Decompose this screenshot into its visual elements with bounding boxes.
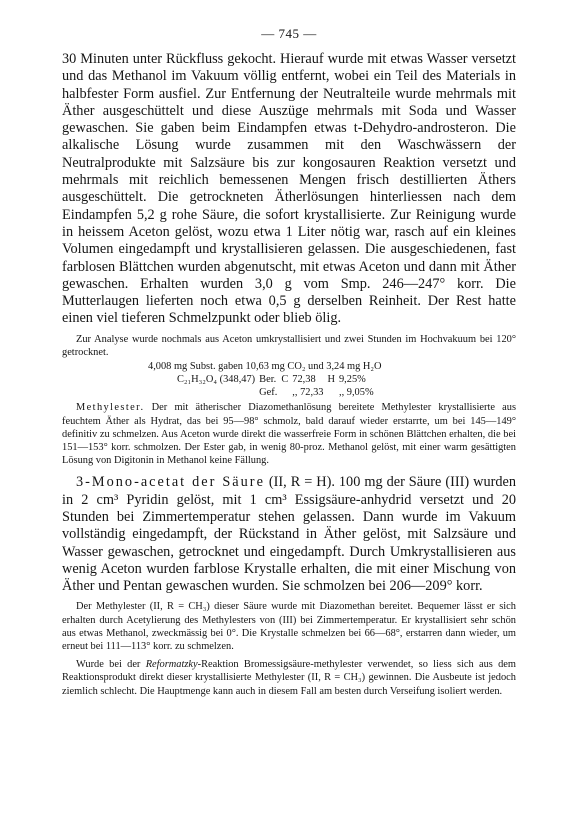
gef-hydrogen-value: ,, 9,05% bbox=[338, 387, 374, 399]
found-row bbox=[177, 386, 378, 399]
gef-carbon-value: ,, 72,33 bbox=[292, 387, 324, 399]
methylester-text: Der mit ätherischer Diazomethanlösung bereitete Methylester krystallisierte aus feuchtem Äther als Hydrat, das bei 95—98° schmolz, bald darauf wieder erstarrte, um bei 145—149° definitiv zu schmelzen. Aus Aceton wurde direkt die wasserfreie Form in schönen Blättchen erhalten, die bei 151—153° korr. schmolzen. Der Ester gab, in wenig 80-proz. Methanol gelöst, mit einer warm gesättigten Lösung von Digitonin in Methanol keine Fällung. bbox=[62, 402, 516, 467]
gef-label: Gef. bbox=[259, 387, 278, 399]
analysis-note: Zur Analyse wurde nochmals aus Aceton umkrystallisiert und zwei Stunden im Hochvakuum bei 120° getrocknet. bbox=[62, 333, 516, 358]
analysis-results-table bbox=[177, 373, 378, 399]
document-page bbox=[62, 26, 516, 698]
monoacetate-heading: 3-Mono-acetat der Säure bbox=[76, 474, 265, 491]
ber-carbon-value: 72,38 bbox=[292, 374, 316, 386]
paragraph-procedure: 30 Minuten unter Rückfluss gekocht. Hierauf wurde mit etwas Wasser versetzt und das Methanol im Vakuum völlig entfernt, wobei ein Teil des Materials in halbfester Form ausfiel. Zur Entfernung der Neutralteile wurde mehrmals mit Äther ausgeschüttelt und diese Auszüge mehrmals mit Soda und Wasser gewaschen. Sie gaben beim Eindampfen etwas t-Dehydro-androsteron. Die alkalische Lösung wurde zusammen mit den Waschwässern der Neutralprodukte mit Salzsäure bis zur kongosauren Reaktion versetzt und mehrmals mit reichlich bemessenen Mengen frisch destillierten Äthers ausgeschüttelt. Die getrockneten Ätherlösungen hinterliessen nach dem Eindampfen 5,2 g rohe Säure, die sofort krystallisierte. Zur Reinigung wurde in heissem Aceton gelöst, wozu etwa 1 Liter nötig war, rasch auf ein kleines Volumen eingedampft und krystallisieren gelassen. Die ausgeschiedenen, fast farblosen Blättchen wurden abgenutscht, mit etwas Aceton und dann mit Äther gewaschen. Erhalten wurden 3,0 g vom Smp. 246—247° korr. Die Mutterlaugen lieferten noch etwa 0,5 g derselben Reinheit. Der Rest hatte einen viel tieferen Schmelzpunkt oder blieb ölig. bbox=[62, 51, 516, 327]
methylester-heading: Methylester. bbox=[76, 402, 145, 414]
methylester-paragraph bbox=[62, 401, 516, 467]
analysis-weighing: 4,008 mg Subst. gaben 10,63 mg CO₂ und 3,24 mg H₂O bbox=[148, 361, 382, 373]
ber-label: Ber. bbox=[259, 374, 277, 386]
reformatzky-paragraph bbox=[62, 658, 516, 698]
monoacetate-paragraph bbox=[62, 474, 516, 595]
reformatzky-name: Reformatzky bbox=[145, 659, 198, 671]
reformatzky-text-after: -Reaktion Bromessigsäure-methylester verwendet, so liess sich aus dem Reaktionsprodukt direkt dieser krystallisierte Methylester (II, R = CH₃) gewinnen. Die Ausbeute ist jedoch ziemlich schlecht. Die Hauptmenge kann auch in diesem Fall am besten durch Verseifung isoliert werden. bbox=[62, 659, 516, 697]
methylester-acetate-paragraph: Der Methylester (II, R = CH₃) dieser Säure wurde mit Diazomethan bereitet. Bequemer lässt er sich erhalten durch Acetylierung des Methylesters von (III) bei Zimmertemperatur. Er krystallisiert sehr schön aus etwas Methanol, zweckmässig bei 0°. Die Krystalle schmelzen bei 66—68°, erstarren dann wieder, um erneut bei 111—113° korr. zu schmelzen. bbox=[62, 601, 516, 653]
monoacetate-text: (II, R = H). 100 mg der Säure (III) wurden in 2 cm³ Pyridin gelöst, mit 1 cm³ Essigsäure-anhydrid versetzt und 20 Stunden bei Zimmertemperatur stehen gelassen. Dann wurde im Vakuum vollständig eingedampft, der Rückstand in Äther gelöst, mit Salzsäure und Wasser gewaschen, getrocknet und eingedampft. Durch Umkrystallisieren aus wenig Aceton wurden farblose Krystalle erhalten, die mit einer Mischung von Äther und Pentan gewaschen wurden. Sie schmolzen bei 206—209° korr. bbox=[62, 474, 516, 595]
molecular-formula: C₂₁H₃₂O₄ (348,47) bbox=[177, 374, 256, 386]
reformatzky-text-before: Wurde bei der bbox=[76, 659, 146, 671]
elemental-analysis bbox=[62, 360, 516, 399]
hydrogen-label: H bbox=[327, 374, 335, 386]
calculated-row bbox=[177, 373, 378, 386]
ber-hydrogen-value: 9,25% bbox=[338, 374, 366, 386]
carbon-label: C bbox=[281, 374, 289, 386]
page-number: — 745 — bbox=[261, 26, 317, 41]
